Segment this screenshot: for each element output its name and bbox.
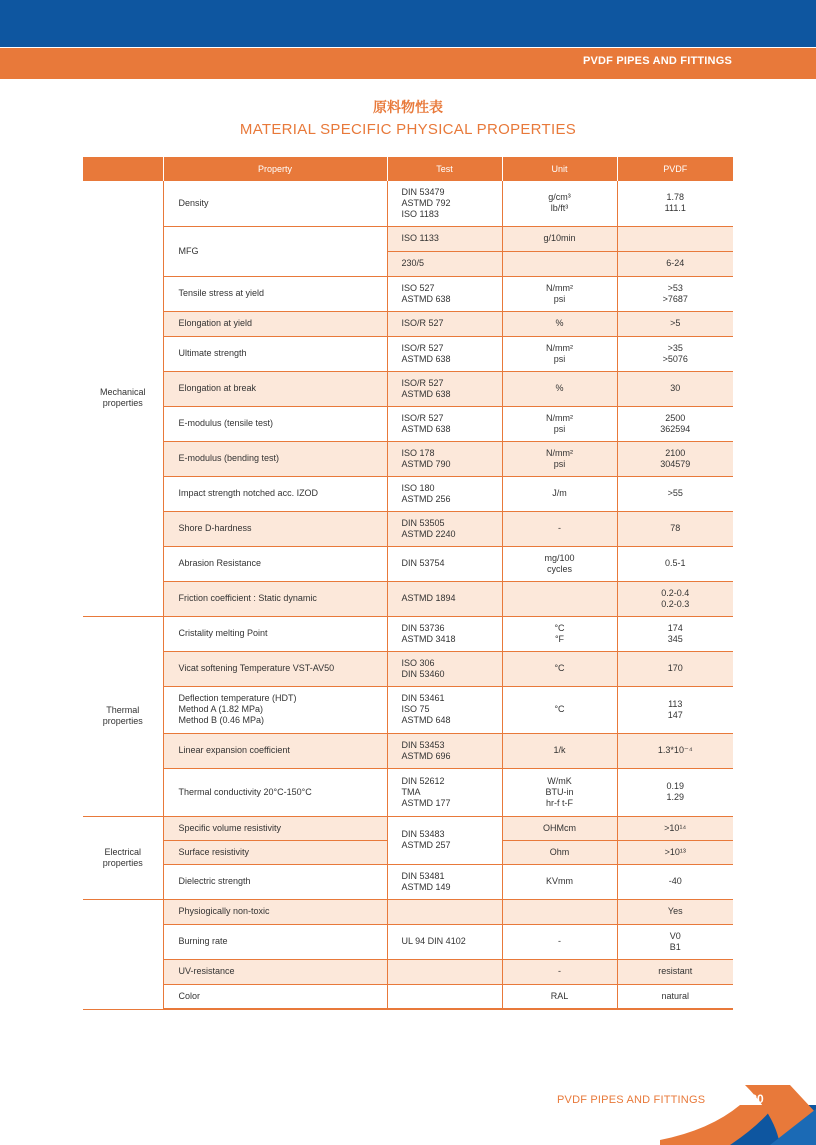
cell-property: Burning rate [163, 924, 387, 959]
cell-test: ISO 178 ASTMD 790 [387, 441, 502, 476]
cell-property: Friction coefficient : Static dynamic [163, 581, 387, 616]
cell-test: ISO/R 527 ASTMD 638 [387, 371, 502, 406]
table-row [83, 924, 733, 959]
cell-unit: % [502, 371, 617, 406]
table-row [83, 651, 733, 686]
cell-unit: J/m [502, 476, 617, 511]
table-row [83, 476, 733, 511]
cell-value: V0 B1 [617, 924, 733, 959]
cell-property: E-modulus (bending test) [163, 441, 387, 476]
cell-property: Impact strength notched acc. IZOD [163, 476, 387, 511]
page-number: 30 [750, 1092, 764, 1106]
cell-unit: - [502, 924, 617, 959]
cell-property: Shore D-hardness [163, 511, 387, 546]
cell-property: Tensile stress at yield [163, 276, 387, 311]
page-title-chinese: 原料物性表 [373, 100, 443, 116]
cell-test: DIN 52612 TMA ASTMD 177 [387, 768, 502, 816]
header-test: Test [387, 157, 502, 181]
cell-value: 113 147 [617, 686, 733, 733]
header-title: PVDF PIPES AND FITTINGS [582, 55, 732, 67]
table-header-row [83, 157, 733, 181]
cell-property: Color [163, 984, 387, 1009]
cell-value: 0.19 1.29 [617, 768, 733, 816]
cell-test [387, 959, 502, 984]
cell-unit: - [502, 959, 617, 984]
category-thermal: Thermal properties [83, 616, 163, 816]
cell-property: Vicat softening Temperature VST-AV50 [163, 651, 387, 686]
cell-unit: W/mK BTU-in hr-f t-F [502, 768, 617, 816]
category-mechanical: Mechanical properties [83, 181, 163, 616]
cell-value: >53 >7687 [617, 276, 733, 311]
cell-test: ISO/R 527 ASTMD 638 [387, 336, 502, 371]
cell-test [387, 899, 502, 924]
cell-test: DIN 53461 ISO 75 ASTMD 648 [387, 686, 502, 733]
header-orange-band [0, 48, 816, 79]
table-row [83, 276, 733, 311]
header-unit: Unit [502, 157, 617, 181]
cell-value: 30 [617, 371, 733, 406]
cell-test: DIN 53754 [387, 546, 502, 581]
cell-unit: N/mm² psi [502, 441, 617, 476]
table-row [83, 406, 733, 441]
cell-test: DIN 53479 ASTMD 792 ISO 1183 [387, 181, 502, 226]
cell-unit [502, 251, 617, 276]
cell-unit: g/10min [502, 226, 617, 251]
cell-test: ASTMD 1894 [387, 581, 502, 616]
cell-value: 6-24 [617, 251, 733, 276]
table-row [83, 686, 733, 733]
category-electrical: Electrical properties [83, 816, 163, 899]
table-row [83, 441, 733, 476]
table-row [83, 581, 733, 616]
cell-property: Elongation at break [163, 371, 387, 406]
table-row [83, 616, 733, 651]
cell-value: -40 [617, 864, 733, 899]
footer-title: PVDF PIPES AND FITTINGS [557, 1094, 706, 1106]
table-row [83, 768, 733, 816]
cell-unit: °C [502, 651, 617, 686]
category-other [83, 899, 163, 1009]
cell-property: MFG [163, 226, 387, 276]
cell-value: 174 345 [617, 616, 733, 651]
table-row [83, 336, 733, 371]
cell-test: DIN 53481 ASTMD 149 [387, 864, 502, 899]
cell-test: ISO/R 527 [387, 311, 502, 336]
cell-unit: KVmm [502, 864, 617, 899]
cell-test: DIN 53483 ASTMD 257 [387, 816, 502, 864]
cell-value: >55 [617, 476, 733, 511]
header-property: Property [163, 157, 387, 181]
cell-value: 78 [617, 511, 733, 546]
cell-property: E-modulus (tensile test) [163, 406, 387, 441]
table-row [83, 371, 733, 406]
cell-value: resistant [617, 959, 733, 984]
cell-value: natural [617, 984, 733, 1009]
cell-value: 2500 362594 [617, 406, 733, 441]
cell-unit: N/mm² psi [502, 276, 617, 311]
cell-property: Abrasion Resistance [163, 546, 387, 581]
cell-unit [502, 581, 617, 616]
cell-test: DIN 53505 ASTMD 2240 [387, 511, 502, 546]
cell-test: ISO 527 ASTMD 638 [387, 276, 502, 311]
cell-property: Cristality melting Point [163, 616, 387, 651]
cell-value: 1.78 111.1 [617, 181, 733, 226]
table-row [83, 311, 733, 336]
cell-test: ISO 306 DIN 53460 [387, 651, 502, 686]
cell-unit: mg/100 cycles [502, 546, 617, 581]
table-row [83, 546, 733, 581]
cell-property: Physiogically non-toxic [163, 899, 387, 924]
page-title-english: MATERIAL SPECIFIC PHYSICAL PROPERTIES [239, 121, 577, 138]
cell-unit: % [502, 311, 617, 336]
cell-value: 1.3*10⁻⁴ [617, 733, 733, 768]
cell-property: Elongation at yield [163, 311, 387, 336]
cell-value: >35 >5076 [617, 336, 733, 371]
table-row [83, 899, 733, 924]
cell-property: Surface resistivity [163, 840, 387, 864]
header-category [83, 157, 163, 181]
table-row [83, 864, 733, 899]
cell-property: Specific volume resistivity [163, 816, 387, 840]
cell-value: 0.5-1 [617, 546, 733, 581]
cell-value: 0.2-0.4 0.2-0.3 [617, 581, 733, 616]
cell-property: Deflection temperature (HDT) Method A (1.82 MPa) Method B (0.46 MPa) [163, 686, 387, 733]
cell-test: ISO 1133 [387, 226, 502, 251]
cell-value: Yes [617, 899, 733, 924]
cell-property: Dielectric strength [163, 864, 387, 899]
table-row [83, 181, 733, 226]
header-blue-band [0, 0, 816, 47]
table-row [83, 984, 733, 1009]
table-row [83, 959, 733, 984]
cell-unit: g/cm³ lb/ft³ [502, 181, 617, 226]
table-row [83, 226, 733, 251]
cell-unit: - [502, 511, 617, 546]
cell-unit: N/mm² psi [502, 406, 617, 441]
cell-property: Linear expansion coefficient [163, 733, 387, 768]
cell-test: ISO 180 ASTMD 256 [387, 476, 502, 511]
cell-value: >10¹⁴ [617, 816, 733, 840]
cell-unit: N/mm² psi [502, 336, 617, 371]
cell-property: Density [163, 181, 387, 226]
header-pvdf: PVDF [617, 157, 733, 181]
cell-test [387, 984, 502, 1009]
cell-value: 170 [617, 651, 733, 686]
table-row [83, 733, 733, 768]
cell-test: 230/5 [387, 251, 502, 276]
cell-test: UL 94 DIN 4102 [387, 924, 502, 959]
cell-value [617, 226, 733, 251]
cell-property: Thermal conductivity 20°C-150°C [163, 768, 387, 816]
cell-property: Ultimate strength [163, 336, 387, 371]
cell-unit: Ohm [502, 840, 617, 864]
table-row [83, 816, 733, 840]
footer-corner-graphic [650, 1085, 816, 1145]
table-row [83, 511, 733, 546]
cell-unit: °C °F [502, 616, 617, 651]
properties-table [83, 157, 733, 1010]
cell-unit: RAL [502, 984, 617, 1009]
cell-value: >5 [617, 311, 733, 336]
cell-property: UV-resistance [163, 959, 387, 984]
cell-unit: OHMcm [502, 816, 617, 840]
cell-test: ISO/R 527 ASTMD 638 [387, 406, 502, 441]
cell-value: >10¹³ [617, 840, 733, 864]
cell-test: DIN 53736 ASTMD 3418 [387, 616, 502, 651]
cell-value: 2100 304579 [617, 441, 733, 476]
cell-unit: 1/k [502, 733, 617, 768]
cell-unit [502, 899, 617, 924]
cell-unit: °C [502, 686, 617, 733]
cell-test: DIN 53453 ASTMD 696 [387, 733, 502, 768]
